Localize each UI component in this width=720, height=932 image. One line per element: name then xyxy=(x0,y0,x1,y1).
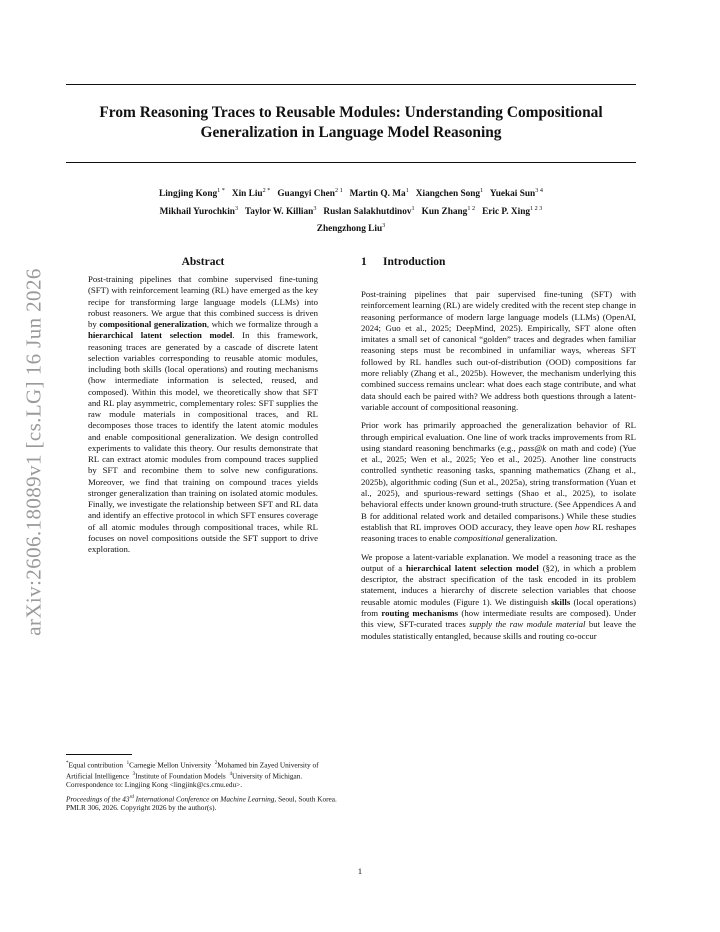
author-line-3 xyxy=(66,219,636,237)
intro-paragraph-2: Prior work has primarily approached the generalization behavior of RL through empirical evaluation. One line of work tracks improvements from RL using standard reasoning benchmarks (e.g., pass@k on math and code) (Yue et al., 2025; Wen et al., 2025; Yeo et al., 2025). Another line constructs controlled synthetic reasoning tasks, spanning mathematics (Zhang et al., 2025b), algorithmic coding (Sun et al., 2025a), string transformation (Yuan et al., 2025), and spurious-reward settings (Shao et al., 2025), to isolate behavioral effects under known ground-truth structure. (See Appendices A and B for additional related work and detailed comparisons.) While these studies establish that RL improves OOD accuracy, they leave open how RL reshapes reasoning traces to enable compositional generalization. xyxy=(361,420,636,544)
author-affiliation: 1 2 3 xyxy=(530,204,543,212)
author-affiliation: 1 xyxy=(411,204,415,212)
author-line-2 xyxy=(66,202,636,220)
author-affiliation: 3 xyxy=(234,204,239,212)
section-number: 1 xyxy=(361,256,367,268)
emphasis-hierarchical-latent-selection-model: hierarchical latent selection model xyxy=(88,330,233,341)
intro-paragraph-1: Post-training pipelines that pair supervised fine-tuning (SFT) with reinforcement learning (RL) are widely credited with the recent step change in reasoning performance of modern large language models (LLMs) (OpenAI, 2024; Guo et al., 2025; DeepMind, 2025). Empirically, SFT alone often imitates a small set of canonical “golden” traces and degrades when familiar reasoning steps must be recombined in unfamiliar ways, whereas SFT followed by RL handles such out-of-distribution (OOD) compositions far more reliably (Zhang et al., 2025b). However, the mechanism underlying this combined success remains unclear: what does each stage contribute, and what data should each be paired with? We address both questions through a latent-variable account of compositional reasoning. xyxy=(361,289,636,412)
author-affiliation: 3 4 xyxy=(535,187,543,194)
footnote-rule xyxy=(66,754,132,755)
author-list xyxy=(66,184,636,237)
author-affiliation: 1 * xyxy=(217,187,225,194)
section-title: Introduction xyxy=(383,256,446,268)
intro-paragraph-3: We propose a latent-variable explanation. We model a reasoning trace as the output of a hierarchical latent selection model (§2), in which a problem descriptor, the abstract specification of the task encoded in its problem statement, induces a hierarchy of discrete selection variables that choose reusable atomic modules (Figure 1). We distinguish skills (local operations) from routing mechanisms (how intermediate results are composed). Under this view, SFT-curated traces supply the raw module material but leave the modules statistically entangled, because skills and routing co-occur xyxy=(361,551,637,641)
footnotes xyxy=(66,754,342,816)
introduction-heading xyxy=(361,256,636,268)
author: Yuekai Sun xyxy=(489,189,536,200)
abstract-paragraph: Post-training pipelines that combine supervised fine-tuning (SFT) with reinforcement learning (RL) have emerged as the key recipe for transforming large language models (LLMs) into robust reasoners. We argue that this combined success is driven by compositional generalization, which we formalize through a hierarchical latent selection model. In this framework, reasoning traces are generated by a cascade of discrete latent selection variables corresponding to reusable atomic modules, including both skills (local operations) and routing mechanisms (how intermediate information is selected, reused, and composed). Within this model, we theoretically show that SFT and RL play asymmetric, complementary roles: SFT supplies the raw module materials in compositional traces, and RL decomposes those traces to identify the latent atomic modules and enable compositional generalization. We design controlled experiments to validate this theory. Our results demonstrate that RL can extract atomic modules from compound traces supplied by SFT and recombine them to solve new configurations. Moreover, we find that training on compound traces yields stronger generalization than training on isolated atomic modules. Finally, we investigate the relationship between SFT and RL data and identify an effective protocol in which SFT ensures coverage of all atomic modules through compositional traces, while RL focuses on novel compositions outside the SFT support to drive exploration. xyxy=(88,274,319,554)
title-line-2: Generalization in Language Model Reasoning xyxy=(200,123,502,141)
paper-title xyxy=(66,103,636,142)
author-affiliation: 1 xyxy=(405,187,409,194)
introduction-section xyxy=(361,256,636,649)
page-number: 1 xyxy=(357,866,363,876)
author: Eric P. Xing xyxy=(482,206,531,217)
author: Guangyi Chen xyxy=(277,189,335,200)
author: Lingjing Kong xyxy=(159,189,218,200)
title-top-rule xyxy=(66,84,636,85)
author-affiliation: 1 xyxy=(480,187,484,194)
author: Xiangchen Song xyxy=(415,189,481,200)
emphasis-compositional-generalization: compositional generalization xyxy=(99,319,207,329)
proceedings-footnote: Proceedings of the 43rd International Conference on Machine Learning, Seoul, South Korea. PMLR 306, 2026. Copyright 2026 by the author(s). xyxy=(66,794,337,813)
title-line-1: From Reasoning Traces to Reusable Modules: Understanding Compositional xyxy=(99,104,603,121)
author: Mikhail Yurochkin xyxy=(159,206,235,217)
author-affiliation: 2 1 xyxy=(334,187,343,194)
title-bottom-rule xyxy=(66,162,636,163)
abstract-heading: Abstract xyxy=(181,256,225,268)
author: Zhengzhong Liu xyxy=(316,224,383,235)
author-affiliation: 3 xyxy=(313,204,317,212)
author: Ruslan Salakhutdinov xyxy=(323,206,412,217)
author: Taylor W. Killian xyxy=(244,206,314,217)
author-line-1 xyxy=(66,184,636,202)
author-affiliation: 3 xyxy=(382,222,386,230)
author-affiliation: 1 2 xyxy=(467,204,476,212)
author-affiliation: 2 * xyxy=(262,187,271,194)
affiliations-footnote: *Equal contribution $^1$Carnegie Mellon University $^2$Mohamed bin Zayed University of Artificial Intelligence $^3$Institute of Foundation Models $^4$University of Michigan. Correspondence to: Lingjing Kong <lingjink@cs.cmu.edu>. xyxy=(66,760,319,790)
author: Martin Q. Ma xyxy=(349,189,406,200)
author: Kun Zhang xyxy=(421,206,468,217)
author: Xin Liu xyxy=(231,189,263,200)
abstract-section xyxy=(88,256,318,555)
arxiv-identifier-stamp: arXiv:2606.18089v1 [cs.LG] 16 Jun 2026 xyxy=(21,268,46,636)
